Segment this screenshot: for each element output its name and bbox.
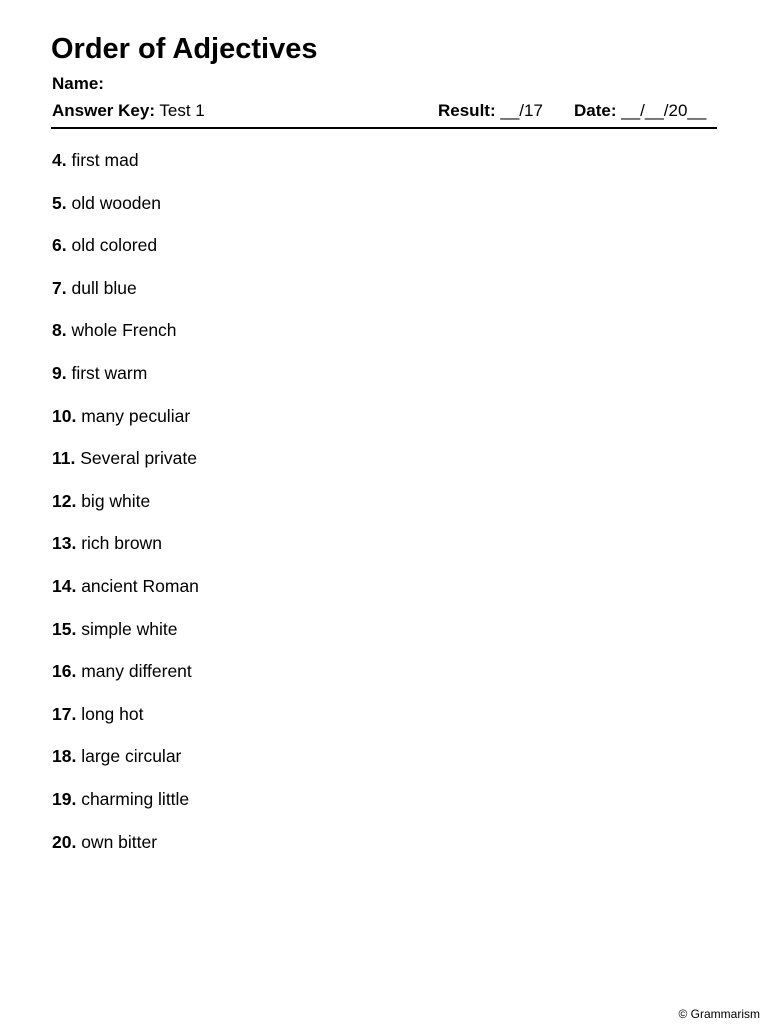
item-number: 11. <box>52 448 76 469</box>
list-item <box>52 320 199 363</box>
item-number: 16. <box>52 661 77 682</box>
list-item <box>52 150 199 193</box>
item-text: old colored <box>71 235 158 256</box>
date-value: __/__/20__ <box>621 101 707 120</box>
list-item <box>52 363 199 406</box>
item-number: 9. <box>52 362 67 383</box>
result-value: __/17 <box>500 101 543 120</box>
answer-list <box>52 150 199 874</box>
list-item <box>52 491 199 534</box>
answer-key-label: Answer Key: <box>52 101 155 120</box>
item-number: 18. <box>52 746 77 767</box>
item-text: long hot <box>81 703 144 724</box>
list-item <box>52 278 199 321</box>
result <box>438 101 543 121</box>
list-item <box>52 533 199 576</box>
item-text: large circular <box>81 746 182 767</box>
item-text: charming little <box>81 788 190 809</box>
header-divider <box>51 127 717 129</box>
item-text: ancient Roman <box>81 575 199 596</box>
list-item <box>52 193 199 236</box>
item-number: 4. <box>52 150 67 170</box>
item-number: 19. <box>52 788 77 809</box>
result-label: Result: <box>438 101 496 120</box>
item-text: whole French <box>71 320 177 341</box>
item-number: 17. <box>52 703 77 724</box>
item-text: big white <box>81 490 151 511</box>
item-number: 14. <box>52 575 77 596</box>
page-title: Order of Adjectives <box>51 33 318 65</box>
list-item <box>52 576 199 619</box>
list-item <box>52 789 199 832</box>
item-number: 8. <box>52 320 67 341</box>
list-item <box>52 406 199 449</box>
item-number: 5. <box>52 192 67 213</box>
date-label: Date: <box>574 101 617 120</box>
answer-key-row <box>52 101 716 121</box>
item-text: Several private <box>80 448 197 469</box>
item-number: 20. <box>52 831 77 852</box>
item-number: 13. <box>52 533 77 554</box>
list-item <box>52 235 199 278</box>
item-text: first mad <box>71 150 139 170</box>
item-text: first warm <box>71 362 148 383</box>
list-item <box>52 746 199 789</box>
item-number: 10. <box>52 405 77 426</box>
date <box>574 101 706 121</box>
copyright-notice: © Grammarism <box>678 1007 760 1021</box>
answer-key <box>52 101 205 121</box>
list-item <box>52 832 199 875</box>
item-text: dull blue <box>71 277 137 298</box>
list-item <box>52 704 199 747</box>
item-text: many different <box>81 661 192 682</box>
item-number: 6. <box>52 235 67 256</box>
item-number: 7. <box>52 277 67 298</box>
item-text: own bitter <box>81 831 158 852</box>
item-number: 12. <box>52 490 77 511</box>
item-text: old wooden <box>71 192 162 213</box>
answer-key-value: Test 1 <box>159 101 205 120</box>
item-text: many peculiar <box>81 405 191 426</box>
name-label: Name: <box>52 74 104 93</box>
list-item <box>52 448 199 491</box>
item-number: 15. <box>52 618 77 639</box>
item-text: simple white <box>81 618 178 639</box>
item-text: rich brown <box>81 533 162 554</box>
list-item <box>52 619 199 662</box>
list-item <box>52 661 199 704</box>
